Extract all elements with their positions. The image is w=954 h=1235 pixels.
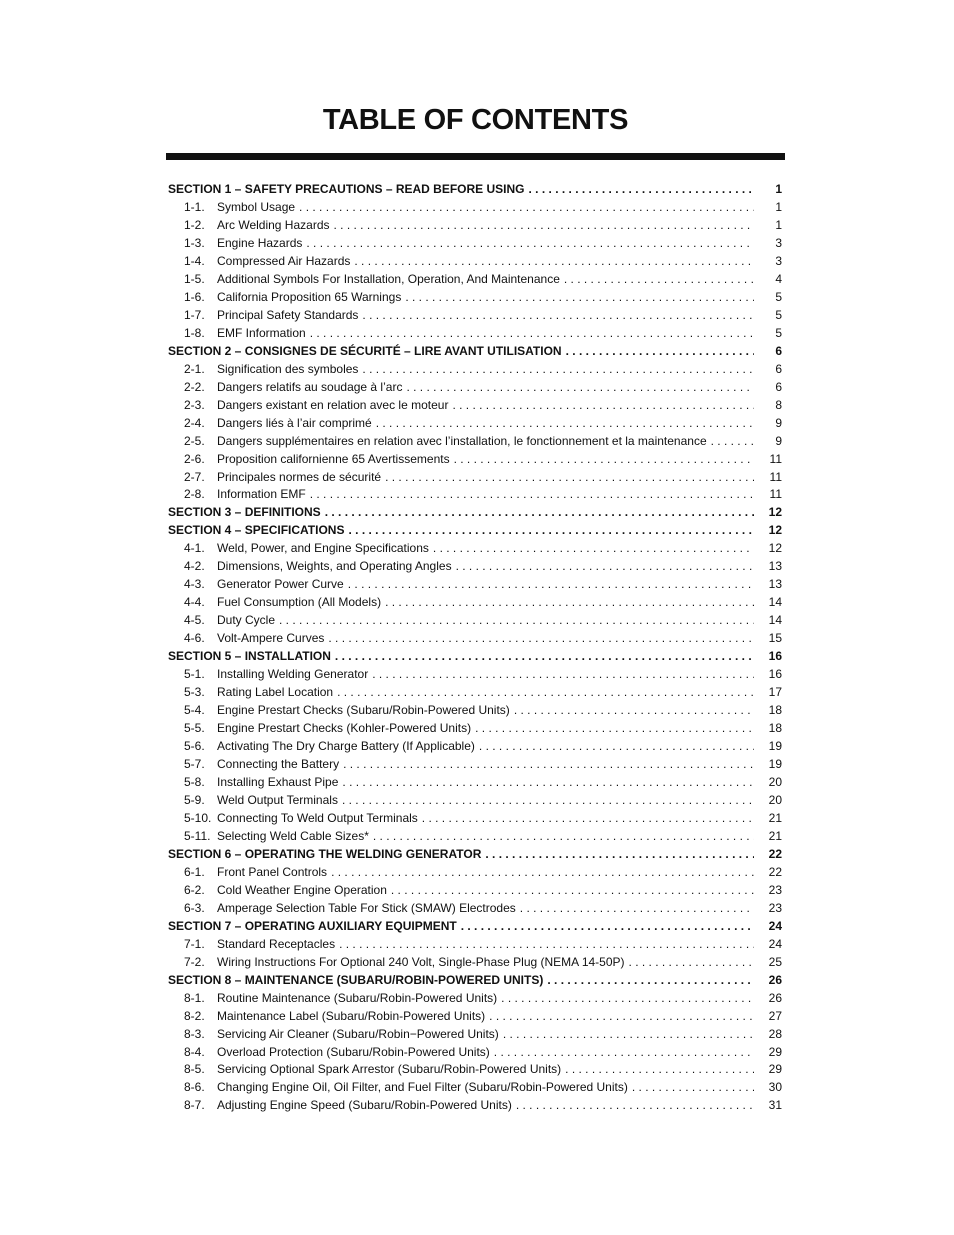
toc-item-title: Servicing Air Cleaner (Subaru/Robin−Powered Units) [217, 1026, 499, 1041]
toc-page-number: 19 [768, 757, 782, 771]
toc-section-row[interactable] [168, 648, 782, 666]
toc-section-title: SECTION 4 – SPECIFICATIONS [168, 523, 345, 538]
toc-page-number: 16 [768, 667, 782, 682]
dot-leader [391, 882, 754, 900]
toc-item-title: Symbol Usage [217, 199, 296, 214]
toc-page-number: 13 [768, 577, 782, 592]
dot-leader [514, 702, 754, 720]
toc-item-row[interactable] [168, 756, 782, 774]
dot-leader [422, 810, 754, 828]
toc-item-number: 2-5. [184, 433, 205, 448]
toc-item-row[interactable] [168, 1008, 782, 1026]
toc-section-row[interactable] [168, 846, 782, 864]
toc-page-number: 24 [768, 936, 782, 951]
toc-section-title: SECTION 1 – SAFETY PRECAUTIONS – READ BEFORE USING [168, 182, 525, 196]
toc-item-row[interactable] [168, 774, 782, 792]
toc-page-number: 31 [768, 1098, 782, 1113]
toc-item-row[interactable] [168, 271, 782, 289]
toc-item-title: Generator Power Curve [217, 577, 344, 592]
toc-page-number: 28 [768, 1026, 782, 1041]
toc-item-row[interactable] [168, 558, 782, 576]
toc-page-number: 30 [768, 1080, 782, 1095]
toc-page-number: 9 [775, 415, 782, 430]
title-rule [166, 153, 785, 160]
toc-item-row[interactable] [168, 792, 782, 810]
dot-leader [711, 433, 754, 451]
toc-page-number: 17 [768, 685, 782, 700]
page-title: TABLE OF CONTENTS [322, 104, 629, 136]
toc-item-title: Installing Exhaust Pipe [217, 774, 339, 789]
toc-page-number: 29 [768, 1062, 782, 1077]
toc-item-row[interactable] [168, 469, 782, 487]
toc-page-number: 14 [768, 595, 782, 610]
toc-item-row[interactable] [168, 1079, 782, 1097]
dot-leader [385, 594, 754, 612]
toc-item-title: Proposition californienne 65 Avertissements [217, 451, 450, 466]
toc-item-number: 6-1. [184, 864, 205, 879]
toc-item-row[interactable] [168, 630, 782, 648]
toc-item-row[interactable] [168, 576, 782, 594]
toc-page-number: 18 [768, 721, 782, 736]
toc-page-number: 11 [769, 487, 782, 502]
toc-page-number: 12 [768, 523, 782, 538]
toc-item-number: 5-5. [184, 721, 205, 736]
toc-item-row[interactable] [168, 1061, 782, 1079]
toc-page-number: 11 [769, 451, 782, 466]
toc-item-number: 5-8. [184, 774, 205, 789]
dot-leader [373, 828, 754, 846]
dot-leader [433, 540, 754, 558]
toc-item-title: Routine Maintenance (Subaru/Robin-Powered Units) [217, 990, 498, 1005]
toc-page-number: 6 [775, 361, 782, 376]
dot-leader [516, 1097, 754, 1115]
toc-item-row[interactable] [168, 325, 782, 343]
toc-item-number: 8-7. [184, 1098, 205, 1113]
toc-item-row[interactable] [168, 397, 782, 415]
toc-item-row[interactable] [168, 235, 782, 253]
toc-item-row[interactable] [168, 289, 782, 307]
toc-item-number: 7-2. [184, 954, 205, 969]
toc-item-row[interactable] [168, 415, 782, 433]
toc-item-number: 5-10. [184, 810, 212, 825]
toc-page-number: 19 [768, 739, 782, 754]
dot-leader [452, 397, 754, 415]
toc-item-number: 1-6. [184, 289, 205, 304]
toc-item-title: Fuel Consumption (All Models) [217, 595, 382, 610]
dot-leader [503, 1026, 754, 1044]
toc-item-title: Signification des symboles [217, 361, 359, 376]
toc-item-number: 8-1. [184, 990, 205, 1005]
toc-item-row[interactable] [168, 936, 782, 954]
table-of-contents [168, 181, 782, 1115]
dot-leader [342, 774, 754, 792]
toc-item-title: Volt-Ampere Curves [217, 631, 325, 646]
toc-item-title: Information EMF [217, 487, 306, 502]
dot-leader [385, 469, 754, 487]
toc-item-number: 5-1. [184, 667, 205, 682]
toc-item-title: Weld, Power, and Engine Specifications [217, 541, 429, 556]
dot-leader [354, 253, 754, 271]
dot-leader [372, 666, 754, 684]
toc-item-number: 2-1. [184, 361, 205, 376]
toc-item-title: Selecting Weld Cable Sizes* [217, 828, 369, 843]
toc-item-title: Dangers liés à l’air comprimé [217, 415, 372, 430]
toc-item-row[interactable] [168, 882, 782, 900]
toc-item-number: 6-3. [184, 900, 205, 915]
toc-item-number: 2-4. [184, 415, 205, 430]
toc-page-number: 29 [768, 1044, 782, 1059]
dot-leader [348, 522, 754, 540]
toc-item-title: Compressed Air Hazards [217, 253, 351, 268]
dot-leader [339, 936, 754, 954]
toc-item-title: Rating Label Location [217, 685, 334, 700]
toc-item-title: Principal Safety Standards [217, 307, 359, 322]
toc-item-row[interactable] [168, 738, 782, 756]
toc-item-title: California Proposition 65 Warnings [217, 289, 402, 304]
toc-page-number: 26 [768, 972, 782, 987]
toc-item-title: Standard Receptacles [217, 936, 336, 951]
toc-page-number: 14 [768, 613, 782, 628]
toc-item-row[interactable] [168, 486, 782, 504]
toc-page-number: 5 [775, 325, 782, 340]
toc-page-number: 13 [768, 559, 782, 574]
toc-item-title: Servicing Optional Spark Arrestor (Subaru/Robin-Powered Units) [217, 1062, 562, 1077]
toc-item-row[interactable] [168, 217, 782, 235]
dot-leader [479, 738, 754, 756]
toc-page-number: 20 [768, 774, 782, 789]
toc-item-title: Cold Weather Engine Operation [217, 882, 387, 897]
dot-leader [485, 846, 754, 864]
dot-leader [405, 289, 754, 307]
toc-page-number: 23 [768, 882, 782, 897]
toc-item-number: 7-1. [184, 936, 205, 951]
toc-item-number: 4-3. [184, 577, 205, 592]
toc-item-number: 8-2. [184, 1008, 205, 1023]
dot-leader [475, 720, 754, 738]
toc-page-number: 5 [775, 289, 782, 304]
toc-item-number: 2-6. [184, 451, 205, 466]
toc-item-number: 4-2. [184, 559, 205, 574]
toc-item-row[interactable] [168, 433, 782, 451]
toc-page-number: 24 [768, 918, 782, 933]
toc-item-number: 5-3. [184, 685, 205, 700]
toc-section-title: SECTION 5 – INSTALLATION [168, 649, 331, 664]
dot-leader [306, 235, 754, 253]
dot-leader [362, 361, 754, 379]
toc-item-number: 8-6. [184, 1080, 205, 1095]
dot-leader [547, 972, 754, 990]
toc-page-number: 3 [775, 253, 782, 268]
toc-page-number: 12 [768, 505, 782, 520]
dot-leader [406, 379, 754, 397]
toc-page-number: 8 [775, 397, 782, 412]
toc-item-number: 1-5. [184, 271, 205, 286]
toc-section-title: SECTION 7 – OPERATING AUXILIARY EQUIPMENT [168, 918, 457, 933]
toc-item-row[interactable] [168, 1044, 782, 1062]
toc-page-number: 11 [769, 469, 782, 484]
toc-item-number: 1-8. [184, 325, 205, 340]
toc-item-number: 5-6. [184, 739, 205, 754]
toc-item-number: 5-7. [184, 757, 205, 771]
toc-item-title: Overload Protection (Subaru/Robin-Powered Units) [217, 1044, 490, 1059]
toc-page-number: 22 [768, 864, 782, 879]
dot-leader [325, 504, 754, 522]
dot-leader [520, 900, 754, 918]
toc-item-row[interactable] [168, 954, 782, 972]
toc-item-title: Installing Welding Generator [217, 667, 369, 682]
dot-leader [456, 558, 754, 576]
toc-item-number: 5-11. [184, 828, 211, 843]
toc-item-title: Activating The Dry Charge Battery (If Applicable) [217, 739, 475, 754]
toc-section-title: SECTION 8 – MAINTENANCE (SUBARU/ROBIN-POWERED UNITS) [168, 972, 544, 987]
toc-item-title: Adjusting Engine Speed (Subaru/Robin-Powered Units) [217, 1098, 512, 1113]
toc-section-row[interactable] [168, 504, 782, 522]
dot-leader [335, 648, 754, 666]
toc-page-number: 23 [768, 900, 782, 915]
toc-section-title: SECTION 6 – OPERATING THE WELDING GENERATOR [168, 846, 482, 861]
toc-section-row[interactable] [168, 181, 782, 199]
toc-item-number: 8-3. [184, 1026, 205, 1041]
toc-item-title: Engine Prestart Checks (Subaru/Robin-Powered Units) [217, 703, 510, 718]
toc-item-row[interactable] [168, 540, 782, 558]
toc-page-number: 6 [775, 379, 782, 394]
toc-section-row[interactable] [168, 918, 782, 936]
dot-leader [334, 217, 755, 235]
toc-page-number: 9 [775, 433, 782, 448]
toc-item-title: Front Panel Controls [217, 864, 328, 879]
toc-page-number: 18 [768, 703, 782, 718]
toc-item-row[interactable] [168, 990, 782, 1008]
dot-leader [494, 1044, 754, 1062]
toc-item-row[interactable] [168, 361, 782, 379]
toc-item-title: Principales normes de sécurité [217, 469, 382, 484]
dot-leader [343, 756, 754, 774]
toc-item-number: 4-5. [184, 613, 205, 628]
dot-leader [454, 451, 754, 469]
dot-leader [362, 307, 754, 325]
dot-leader [342, 792, 754, 810]
toc-page-number: 3 [775, 235, 782, 250]
toc-item-row[interactable] [168, 900, 782, 918]
toc-item-number: 2-7. [184, 469, 205, 484]
toc-item-title: Connecting To Weld Output Terminals [217, 810, 418, 825]
toc-item-title: EMF Information [217, 325, 306, 340]
toc-item-row[interactable] [168, 810, 782, 828]
toc-page-number: 5 [775, 307, 782, 322]
toc-item-row[interactable] [168, 594, 782, 612]
toc-item-row[interactable] [168, 307, 782, 325]
toc-item-title: Amperage Selection Table For Stick (SMAW) Electrodes [217, 900, 516, 915]
toc-item-number: 8-4. [184, 1044, 205, 1059]
toc-page-number: 1 [775, 182, 782, 196]
toc-page-number: 1 [775, 199, 782, 214]
toc-item-title: Engine Prestart Checks (Kohler-Powered Units) [217, 721, 472, 736]
toc-page-number: 26 [768, 990, 782, 1005]
toc-item-number: 1-1. [184, 199, 205, 214]
toc-item-number: 1-7. [184, 307, 205, 322]
dot-leader [348, 576, 754, 594]
toc-item-row[interactable] [168, 1026, 782, 1044]
dot-leader [337, 684, 754, 702]
toc-item-title: Dimensions, Weights, and Operating Angles [217, 559, 452, 574]
dot-leader [376, 415, 754, 433]
toc-item-row[interactable] [168, 720, 782, 738]
toc-item-row[interactable] [168, 702, 782, 720]
toc-section-row[interactable] [168, 972, 782, 990]
dot-leader [279, 612, 754, 630]
toc-page-number: 1 [775, 217, 782, 232]
toc-item-number: 2-3. [184, 397, 205, 412]
toc-item-row[interactable] [168, 451, 782, 469]
toc-page-number: 21 [768, 810, 782, 825]
toc-item-number: 2-8. [184, 487, 205, 502]
dot-leader [461, 918, 754, 936]
dot-leader [564, 271, 754, 289]
toc-page-number: 15 [768, 631, 782, 646]
toc-item-title: Engine Hazards [217, 235, 303, 250]
toc-item-title: Maintenance Label (Subaru/Robin-Powered Units) [217, 1008, 486, 1023]
toc-item-row[interactable] [168, 612, 782, 630]
dot-leader [310, 325, 754, 343]
dot-leader [565, 1061, 754, 1079]
toc-item-title: Additional Symbols For Installation, Operation, And Maintenance [217, 271, 560, 286]
toc-section-title: SECTION 3 – DEFINITIONS [168, 505, 321, 520]
toc-item-number: 4-6. [184, 631, 205, 646]
toc-item-title: Changing Engine Oil, Oil Filter, and Fuel Filter (Subaru/Robin-Powered Units) [217, 1080, 628, 1095]
toc-item-title: Dangers relatifs au soudage à l’arc [217, 379, 403, 394]
toc-item-number: 4-1. [184, 541, 205, 556]
toc-item-row[interactable] [168, 379, 782, 397]
dot-leader [501, 990, 754, 1008]
toc-item-row[interactable] [168, 253, 782, 271]
toc-item-title: Connecting the Battery [217, 757, 340, 771]
toc-page-number: 4 [775, 271, 782, 286]
toc-page-number: 27 [768, 1008, 782, 1023]
toc-item-title: Dangers existant en relation avec le moteur [217, 397, 449, 412]
dot-leader [632, 1079, 754, 1097]
toc-item-title: Dangers supplémentaires en relation avec l’installation, le fonctionnement et la maintenance [217, 433, 707, 448]
dot-leader [629, 954, 754, 972]
toc-section-row[interactable] [168, 522, 782, 540]
toc-item-row[interactable] [168, 666, 782, 684]
toc-page-number: 12 [768, 541, 782, 556]
dot-leader [310, 486, 754, 504]
toc-item-number: 4-4. [184, 595, 205, 610]
toc-page-number: 22 [768, 846, 782, 861]
toc-item-number: 1-3. [184, 235, 205, 250]
toc-page-number: 20 [768, 792, 782, 807]
toc-item-number: 5-4. [184, 703, 205, 718]
toc-item-number: 1-2. [184, 217, 205, 232]
toc-item-title: Duty Cycle [217, 613, 276, 628]
toc-item-row[interactable] [168, 1097, 782, 1115]
toc-item-row[interactable] [168, 199, 782, 217]
dot-leader [331, 864, 754, 882]
toc-page-number: 16 [768, 649, 782, 664]
toc-item-row[interactable] [168, 684, 782, 702]
toc-item-number: 1-4. [184, 253, 205, 268]
toc-section-title: SECTION 2 – CONSIGNES DE SÉCURITÉ – LIRE AVANT UTILISATION [168, 343, 562, 358]
toc-page-number: 6 [775, 343, 782, 358]
toc-item-row[interactable] [168, 828, 782, 846]
toc-item-title: Weld Output Terminals [217, 792, 338, 807]
toc-item-title: Arc Welding Hazards [217, 217, 330, 232]
dot-leader [529, 181, 754, 199]
toc-item-number: 8-5. [184, 1062, 205, 1077]
toc-item-number: 6-2. [184, 882, 205, 897]
toc-item-number: 5-9. [184, 792, 205, 807]
dot-leader [489, 1008, 754, 1026]
dot-leader [299, 199, 754, 217]
toc-item-row[interactable] [168, 864, 782, 882]
toc-section-row[interactable] [168, 343, 782, 361]
toc-page-number: 25 [768, 954, 782, 969]
toc-page-number: 21 [768, 828, 782, 843]
dot-leader [328, 630, 754, 648]
toc-item-number: 2-2. [184, 379, 205, 394]
dot-leader [566, 343, 754, 361]
toc-item-title: Wiring Instructions For Optional 240 Volt, Single-Phase Plug (NEMA 14-50P) [217, 954, 625, 969]
